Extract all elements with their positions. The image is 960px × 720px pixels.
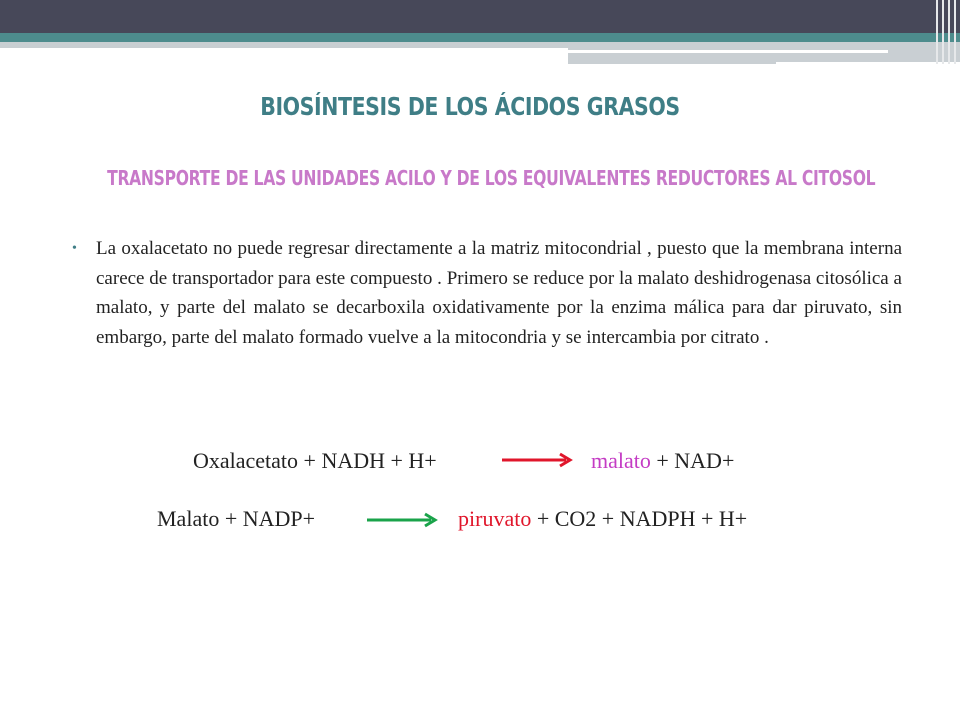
eq2-product-rest: + CO2 + NADPH + H+ xyxy=(531,506,748,531)
header-gray-stripe-left xyxy=(0,42,568,48)
header-dark-band xyxy=(0,0,960,33)
equation-2-reactants xyxy=(157,506,315,532)
eq2-product-highlight: piruvato xyxy=(458,506,532,531)
equation-1-reactants xyxy=(193,448,437,474)
header-white-line xyxy=(568,50,888,53)
eq1-product-rest: + NAD+ xyxy=(650,448,735,473)
eq1-product-highlight: malato xyxy=(591,448,651,473)
bullet-text: La oxalacetato no puede regresar directamente a la matriz mitocondrial , puesto que la membrana interna carece de transportador para este compuesto . Primero se reduce por la malato deshidrogenasa citosólica a malato, y parte del malato se decarboxila oxidativamente por la enzima málica para dar piruvato, sin embargo, parte del malato formado vuelve a la mitocondria y se intercambia por citrato . xyxy=(96,238,902,348)
bullet-item xyxy=(72,234,902,352)
header-gray-stripe-right xyxy=(568,42,960,64)
eq2-reactants-text: Malato + NADP+ xyxy=(157,506,316,531)
equation-2-products xyxy=(458,506,747,532)
slide-subtitle: TRANSPORTE DE LAS UNIDADES ACILO Y DE LOS EQUIVALENTES REDUCTORES AL CITOSOL xyxy=(107,166,876,190)
slide-title: BIOSÍNTESIS DE LOS ÁCIDOS GRASOS xyxy=(260,92,680,121)
header-teal-band xyxy=(0,33,960,42)
bullet-icon: • xyxy=(72,241,77,256)
eq1-reactants-text: Oxalacetato + NADH + H+ xyxy=(193,448,437,473)
header-vertical-lines xyxy=(932,0,960,64)
green-arrow-icon xyxy=(367,512,439,528)
bullet-list xyxy=(72,234,902,352)
red-arrow-icon xyxy=(502,452,574,468)
equation-1-products xyxy=(591,448,734,474)
